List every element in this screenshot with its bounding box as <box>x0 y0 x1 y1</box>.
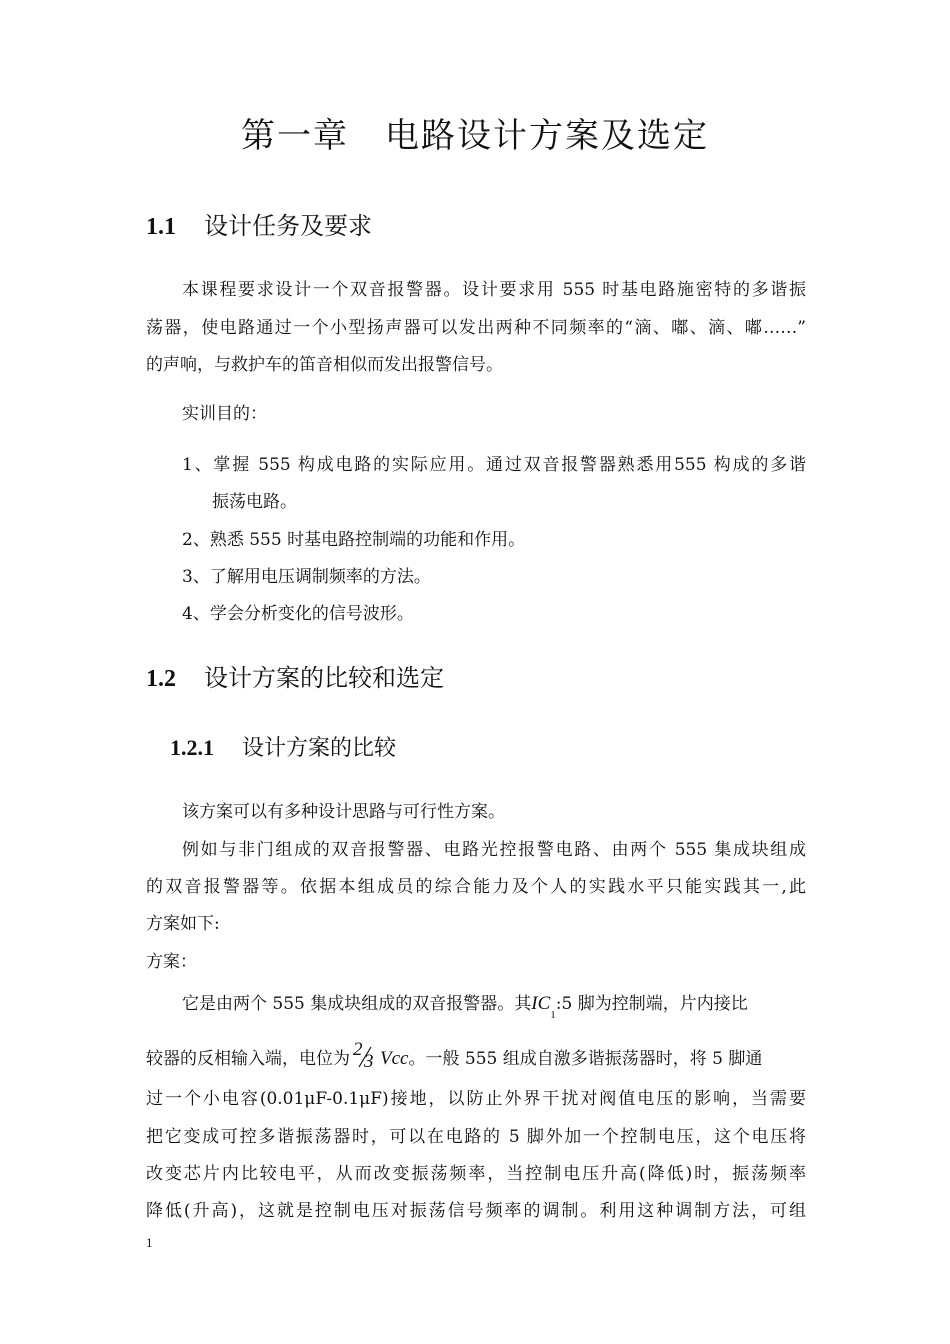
list-item: 2、熟悉 555 时基电路控制端的功能和作用。 <box>182 530 526 550</box>
text-run: 。一般 555 组成自激多谐振荡器时，将 5 脚通 <box>408 1049 763 1069</box>
paragraph-line: 本课程要求设计一个双音报警器。设计要求用 555 时基电路施密特的多谐振 <box>182 280 806 300</box>
section-number: 1.1 <box>146 214 176 240</box>
section-heading-1-2 <box>146 658 444 693</box>
text-run: 它是由两个 555 集成块组成的双音报警器。其 <box>182 994 532 1014</box>
scheme-label: 方案： <box>146 952 197 972</box>
paragraph-line-with-math <box>182 993 748 1021</box>
paragraph-line: 的双音报警器等。依据本组成员的综合能力及个人的实践水平只能实践其一,此 <box>146 877 806 897</box>
fraction-numerator: 2 <box>353 1039 363 1060</box>
paragraph-line-with-math <box>146 1039 763 1072</box>
paragraph-line: 改变芯片内比较电平，从而改变振荡频率，当控制电压升高(降低)时，振荡频率 <box>146 1164 806 1184</box>
ic-symbol: IC <box>531 993 551 1014</box>
paragraph-line: 把它变成可控多谐振荡器时，可以在电路的 5 脚外加一个控制电压，这个电压将 <box>146 1127 806 1147</box>
paragraph-line: 过一个小电容(0.01μF-0.1μF)接地，以防止外界干扰对阀值电压的影响，当需要 <box>146 1089 806 1109</box>
subsection-heading-1-2-1 <box>170 731 396 762</box>
fraction <box>352 1039 378 1072</box>
paragraph-line: 该方案可以有多种设计思路与可行性方案。 <box>182 802 505 822</box>
list-item: 1、掌握 555 构成电路的实际应用。通过双音报警器熟悉用555 构成的多谐 <box>182 455 806 475</box>
subsection-title: 设计方案的比较 <box>242 736 397 761</box>
subsection-number: 1.2.1 <box>170 735 214 760</box>
section-heading-1-1 <box>146 206 372 241</box>
list-item: 4、学会分析变化的信号波形。 <box>182 604 414 624</box>
section-title: 设计方案的比较和选定 <box>204 664 444 692</box>
goal-label: 实训目的： <box>182 404 267 424</box>
section-number: 1.2 <box>146 666 176 692</box>
vcc-symbol: Vcc <box>380 1048 409 1069</box>
paragraph-line: 降低(升高)，这就是控制电压对振荡信号频率的调制。利用这种调制方法，可组 <box>146 1201 806 1221</box>
list-item-continuation: 振荡电路。 <box>212 492 297 512</box>
list-item: 3、了解用电压调制频率的方法。 <box>182 567 431 587</box>
paragraph-line: 方案如下: <box>146 914 220 934</box>
paragraph-line: 的声响，与救护车的笛音相似而发出报警信号。 <box>146 355 503 375</box>
paragraph-line: 荡器，使电路通过一个小型扬声器可以发出两种不同频率的“滴、嘟、滴、嘟……” <box>146 318 806 338</box>
text-run: 较器的反相输入端，电位为 <box>146 1049 350 1069</box>
ic-subscript: 1 <box>550 1009 556 1021</box>
text-run: :5 脚为控制端，片内接比 <box>555 994 748 1014</box>
chapter-title: 第一章 电路设计方案及选定 <box>241 116 709 156</box>
fraction-denominator: 3 <box>364 1051 374 1072</box>
paragraph-line: 例如与非门组成的双音报警器、电路光控报警电路、由两个 555 集成块组成 <box>182 840 806 860</box>
page-number: 1 <box>146 1235 153 1250</box>
section-title: 设计任务及要求 <box>204 212 372 240</box>
